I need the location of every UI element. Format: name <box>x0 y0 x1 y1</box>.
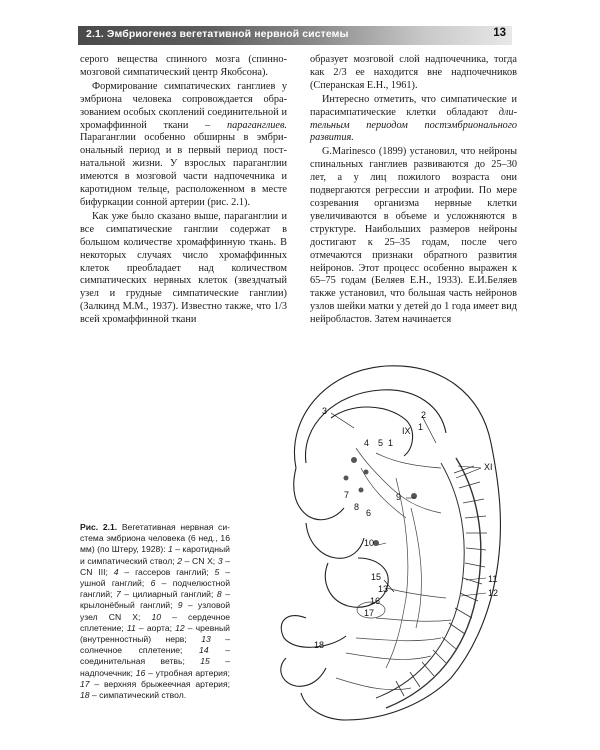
left-column <box>80 54 287 327</box>
header-title: 2.1. Эмбриогенез вегетативной нервной системы <box>86 28 349 40</box>
label-1b: 1 <box>388 438 394 448</box>
caption-intro: Вегетативная нервная система эмбриона человека (6 нед., 16 мм) (по Штеру, 1928): <box>80 522 231 555</box>
embryo-outline <box>281 366 501 720</box>
label-12: 12 <box>488 588 499 598</box>
caption-num: 12 <box>175 622 185 633</box>
ganglion-dot <box>351 457 357 463</box>
label-4: 4 <box>364 438 370 448</box>
figure-caption <box>80 522 230 701</box>
caption-item: – аорта; <box>135 622 176 633</box>
jaw-contour <box>306 523 364 558</box>
outer-contour <box>294 366 500 720</box>
caption-num: 17 <box>80 678 90 689</box>
ganglion-dot <box>359 488 364 493</box>
caption-num: 10 <box>151 611 162 622</box>
caption-num: 16 <box>135 667 146 678</box>
left-paragraph-1: серого вещества спинного мозга (спинномозговой симпатический центр Якобсона). <box>80 54 287 78</box>
label-8: 8 <box>354 502 360 512</box>
caption-item: – утробная артерия; <box>145 667 230 678</box>
term-paraganglia: параганглиев. <box>226 119 287 131</box>
nerve-branch <box>346 653 431 659</box>
caption-item: – каротидный и симпатический ствол; <box>80 544 230 566</box>
caption-num: 2 <box>177 555 183 566</box>
embryo-drawing <box>236 348 526 743</box>
brain-contour <box>305 390 446 463</box>
left-paragraph-3: Как уже было сказано выше, параганглии и все симпатические ганглии содержат в большом количестве хромаффинную ткань. В некоторых случаях число хромаффинных клеток преобладает над количеством симпатических нервных клеток (звездчатый узел и грудные симпатические ганглии) (Залкинд М.М., 1937). Известно также, что 1/3 всей хромаффинной ткани <box>80 210 287 326</box>
caption-num: 14 <box>199 645 209 656</box>
caption-num: 4 <box>113 566 119 577</box>
caption-num: 1 <box>168 544 173 555</box>
label-IX: IX <box>402 426 411 436</box>
lower-limb-contour <box>281 658 326 686</box>
midbrain-contour <box>331 407 413 456</box>
left-paragraph-2 <box>80 81 287 210</box>
caption-num: 15 <box>200 656 210 667</box>
sympathetic-trunk <box>376 463 464 698</box>
label-9: 9 <box>396 492 402 502</box>
label-18: 18 <box>314 640 325 650</box>
caption-item: – CN III; <box>80 555 230 577</box>
term-postembryonic: длительным периодом постэмбрионального развития. <box>310 106 517 144</box>
caption-num: 5 <box>214 566 220 577</box>
caption-item: – ушной ганглий; <box>80 566 230 589</box>
label-1: 1 <box>418 422 424 432</box>
nerve-network <box>336 448 451 690</box>
page-number: 13 <box>493 27 506 39</box>
caption-item: – гассеров ганглий; <box>118 566 215 577</box>
label-3: 3 <box>322 406 328 416</box>
caption-num: 18 <box>80 690 90 701</box>
caption-num: 13 <box>201 634 211 645</box>
right-column <box>310 54 517 327</box>
caption-num: 9 <box>177 600 183 611</box>
caption-num: 7 <box>115 589 121 600</box>
caption-num: 11 <box>126 622 136 633</box>
tail-contour <box>301 693 346 720</box>
caption-item: – крылонёбный ганглий; <box>80 589 230 611</box>
caption-num: 8 <box>216 589 222 600</box>
caption-item: – сердечное сплетение; <box>80 611 230 633</box>
nerve-branch <box>376 618 451 621</box>
caption-title: Рис. 2.1. <box>80 522 118 532</box>
right-paragraph-3: G.Marinesco (1899) установил, что нейроны спинальных ганглиев развиваются до 25–30 лет, а у лиц пожилого возраста они подвергаются регрессии и атрофии. По мере созревания организма нервные клетки увеличиваются в объеме и усложняются в структуре. Наибольших размеров нейроны достигают к 25–35 годам, после чего отмечаются признаки обратного развития нейронов. Этот процесс особенно выражен к 65–75 годам (Беляев Е.Н., 1933). Е.И.Беляев также установил, что большая часть нейронов узлов шейки матки у детей до 1 года имеет вид нейробластов. Затем начинается <box>310 146 517 326</box>
caption-item: – цилиарный ганглий; <box>120 589 217 600</box>
caption-num: 3 <box>217 555 223 566</box>
right-p2-text-a: Интересно отметить, что симпатические и парасимпатические клетки обладают <box>310 93 517 118</box>
caption-item: – надпочечник; <box>80 656 231 678</box>
vertebral-segments <box>396 466 487 696</box>
label-5: 5 <box>378 438 384 448</box>
label-6: 6 <box>366 508 372 518</box>
caption-item: – чревный (внутренностный) нерв; <box>80 622 230 645</box>
caption-item: – соединительная ветвь; <box>80 645 231 667</box>
label-XI: XI <box>484 462 493 472</box>
caption-item: – симпатический ствол. <box>89 690 187 701</box>
ganglion-dot <box>364 470 369 475</box>
nerve-branch <box>386 588 446 598</box>
nerve-branch <box>411 508 421 628</box>
right-paragraph-2 <box>310 94 517 146</box>
spinal-column <box>376 458 487 708</box>
caption-item: – верхняя брыжеечная артерия; <box>89 678 230 689</box>
left-p2-text-c: Параганглии особенно обширны в эмбриональный период и в первый период постнатальной жизни. У взрослых параганглии имеются в мозговой части надпочечника и каротидном тельце, расположенном в месте бифуркации сонной артерии (рис. 2.1). <box>80 132 287 208</box>
caption-item: – подчелюстной ганглий; <box>80 578 230 600</box>
ganglion-dot <box>344 476 349 481</box>
caption-num: 6 <box>150 578 156 589</box>
left-p2-text-a: Формирование симпатических ганглиев у эмбриона человека сопровождается образованием особых скоплений соединительной и хромаффинной ткани – <box>80 80 287 131</box>
embryo-illustration <box>236 348 526 743</box>
label-15: 15 <box>371 572 382 582</box>
label-13: 13 <box>378 584 389 594</box>
figure-labels <box>314 406 498 650</box>
caption-item: – узловой узел CN X; <box>80 600 230 622</box>
nerve-branch <box>376 453 441 468</box>
right-paragraph-1: образует мозговой слой надпочечника, тогда как 2/3 ее находится вне надпочечников (Сперанская Е.Н., 1961). <box>310 54 517 91</box>
caption-item: – CN X; <box>182 555 218 566</box>
nerve-branch <box>356 638 441 641</box>
label-16: 16 <box>370 596 381 606</box>
label-11: 11 <box>488 574 498 584</box>
label-2: 2 <box>421 410 427 420</box>
label-10: 10 <box>364 538 375 548</box>
caption-item: – солнечное сплетение; <box>80 634 230 656</box>
label-17: 17 <box>364 608 375 618</box>
face-contour <box>294 468 344 520</box>
label-7: 7 <box>344 490 350 500</box>
running-header <box>78 26 512 45</box>
vagus-path <box>386 478 408 668</box>
